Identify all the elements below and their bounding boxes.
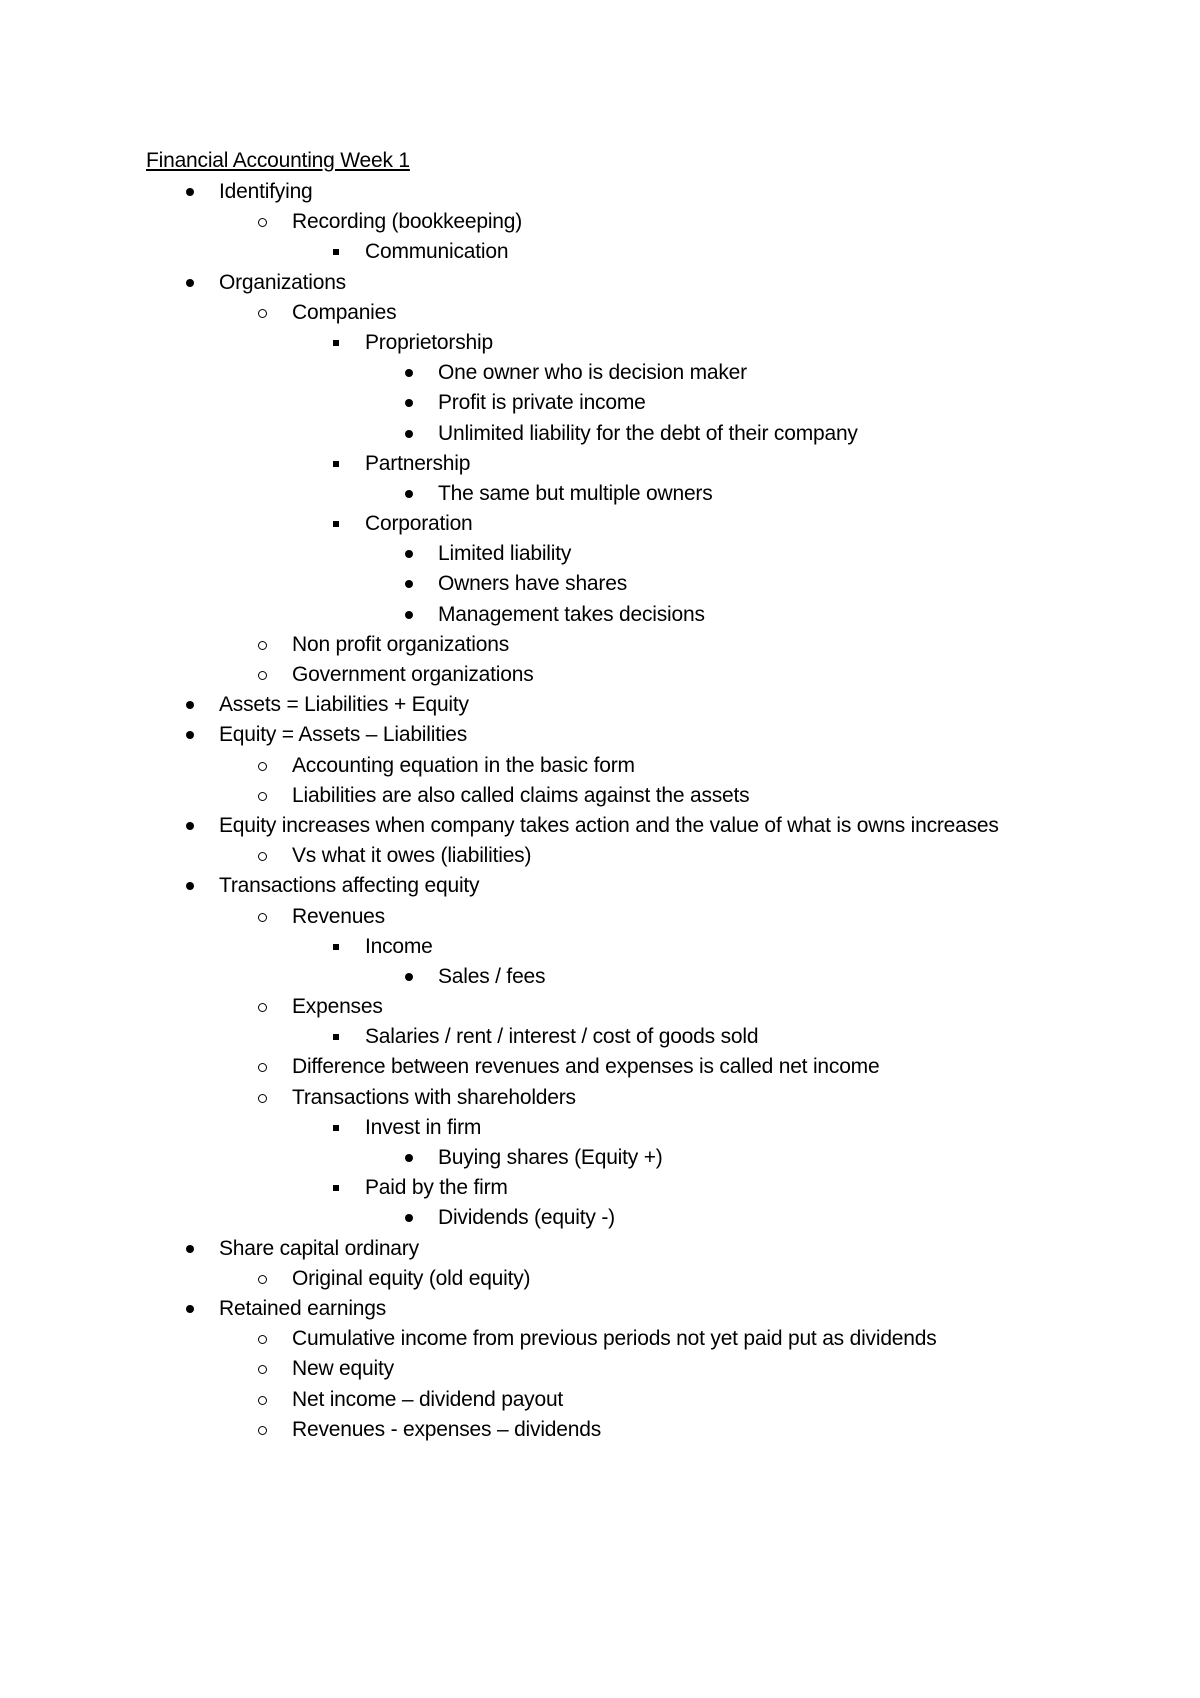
- list-item: [0, 1173, 1200, 1203]
- list-item-text: Buying shares (Equity +): [438, 1146, 663, 1169]
- list-item-text: Transactions with shareholders: [292, 1085, 576, 1109]
- bullet-outline: [0, 177, 1200, 1445]
- list-item-text: Invest in firm: [365, 1115, 482, 1139]
- list-item-text: Non profit organizations: [292, 632, 509, 656]
- list-item-text: Income: [365, 934, 433, 958]
- list-item-text: Salaries / rent / interest / cost of goods sold: [365, 1025, 759, 1049]
- list-item-text: Partnership: [365, 451, 471, 475]
- list-item: [0, 1143, 1200, 1173]
- list-item-text: Communication: [365, 240, 509, 264]
- list-item: [0, 962, 1200, 992]
- list-item-text: Liabilities are also called claims against the assets: [292, 783, 750, 807]
- list-item: [0, 509, 1200, 539]
- list-item-text: Unlimited liability for the debt of their company: [438, 421, 858, 445]
- list-item: [0, 871, 1200, 901]
- list-item-text: Equity increases when company takes action and the value of what is owns increases: [219, 813, 999, 837]
- list-item: [0, 1324, 1200, 1354]
- list-item-text: Limited liability: [438, 542, 572, 566]
- list-item: [0, 1022, 1200, 1052]
- list-item-text: Revenues - expenses – dividends: [292, 1417, 601, 1441]
- list-item-text: Retained earnings: [219, 1296, 387, 1320]
- list-item: [0, 1234, 1200, 1264]
- list-item: [0, 902, 1200, 932]
- list-item-text: Corporation: [365, 512, 473, 536]
- list-item-text: Companies: [292, 300, 397, 324]
- list-item: [0, 1264, 1200, 1294]
- list-item-text: Paid by the firm: [365, 1176, 508, 1200]
- list-item: [0, 388, 1200, 418]
- list-item-text: Equity = Assets – Liabilities: [219, 723, 468, 747]
- list-item: [0, 298, 1200, 328]
- list-item-text: The same but multiple owners: [438, 481, 713, 505]
- list-item: [0, 1385, 1200, 1415]
- list-item: [0, 720, 1200, 750]
- list-item: [0, 992, 1200, 1022]
- list-item: [0, 419, 1200, 449]
- list-item: [0, 1113, 1200, 1143]
- list-item: [0, 237, 1200, 267]
- list-item: [0, 1052, 1200, 1082]
- list-item-text: Vs what it owes (liabilities): [292, 844, 532, 868]
- list-item-text: New equity: [292, 1357, 394, 1381]
- list-item: [0, 449, 1200, 479]
- list-item: [0, 1294, 1200, 1324]
- list-item: [0, 1203, 1200, 1233]
- list-item-text: Share capital ordinary: [219, 1236, 419, 1260]
- list-item: [0, 1354, 1200, 1384]
- list-item: [0, 781, 1200, 811]
- list-item-text: Assets = Liabilities + Equity: [219, 693, 469, 717]
- list-item: [0, 569, 1200, 599]
- list-item: [0, 539, 1200, 569]
- list-item: [0, 932, 1200, 962]
- list-item-text: Government organizations: [292, 663, 534, 686]
- list-item: [0, 479, 1200, 509]
- list-item-text: Sales / fees: [438, 964, 546, 988]
- list-item: [0, 358, 1200, 388]
- list-item-text: Management takes decisions: [438, 602, 705, 626]
- list-item-text: Transactions affecting equity: [219, 874, 480, 898]
- list-item: [0, 690, 1200, 720]
- list-item: [0, 207, 1200, 237]
- list-item: [0, 1083, 1200, 1113]
- list-item: [0, 630, 1200, 660]
- list-item: [0, 660, 1200, 690]
- list-item: [0, 1415, 1200, 1445]
- list-item-text: Proprietorship: [365, 330, 493, 354]
- list-item: [0, 268, 1200, 298]
- list-item: [0, 328, 1200, 358]
- document-title: Financial Accounting Week 1: [146, 149, 410, 172]
- list-item-text: Net income – dividend payout: [292, 1387, 564, 1411]
- list-item: [0, 600, 1200, 630]
- list-item-text: Original equity (old equity): [292, 1266, 531, 1290]
- list-item: [0, 751, 1200, 781]
- list-item-text: Profit is private income: [438, 391, 646, 415]
- list-item: [0, 841, 1200, 871]
- list-item-text: Organizations: [219, 270, 346, 294]
- list-item-text: Identifying: [219, 180, 313, 203]
- list-item-text: Cumulative income from previous periods not yet paid put as dividends: [292, 1327, 937, 1351]
- list-item-text: Dividends (equity -): [438, 1206, 615, 1230]
- list-item-text: Owners have shares: [438, 572, 627, 596]
- list-item-text: Accounting equation in the basic form: [292, 753, 635, 777]
- list-item: [0, 177, 1200, 207]
- list-item-text: Recording (bookkeeping): [292, 210, 523, 234]
- list-item-text: Revenues: [292, 904, 385, 928]
- list-item-text: One owner who is decision maker: [438, 361, 747, 385]
- list-item: [0, 811, 1200, 841]
- list-item-text: Expenses: [292, 995, 383, 1019]
- list-item-text: Difference between revenues and expenses is called net income: [292, 1055, 880, 1079]
